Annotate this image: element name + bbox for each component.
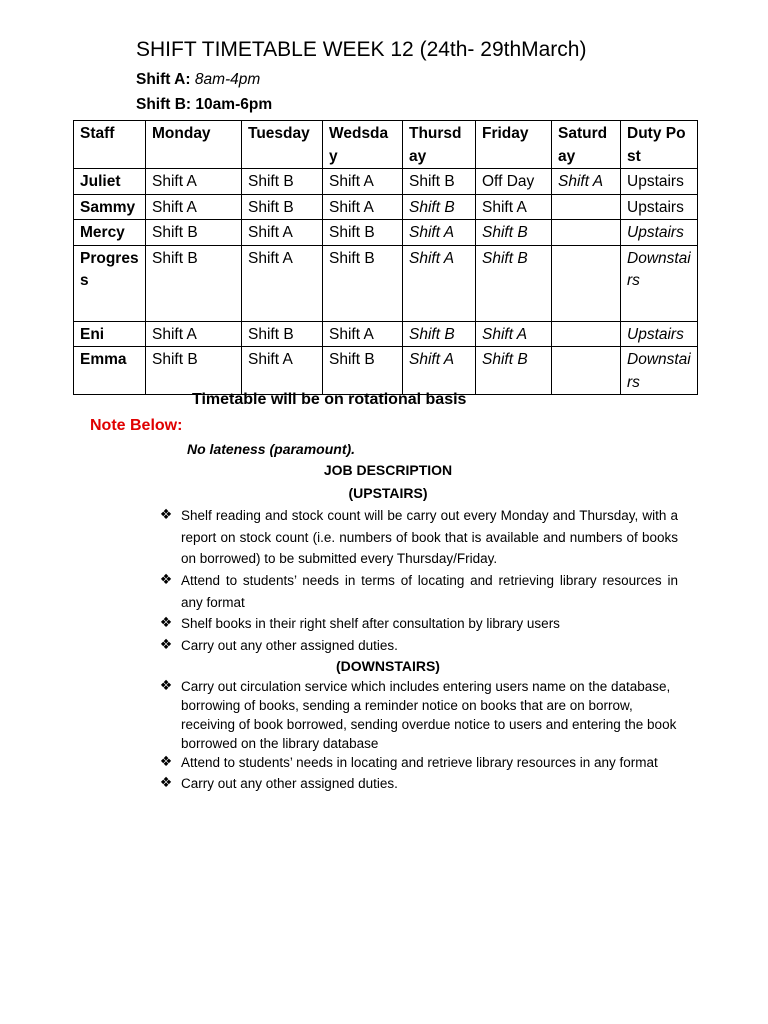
table-cell: Shift A bbox=[242, 220, 323, 246]
table-cell: Shift A bbox=[323, 169, 403, 195]
header-cell: Thursday bbox=[403, 121, 476, 169]
table-cell: Shift B bbox=[403, 194, 476, 220]
staff-cell: Eni bbox=[74, 321, 146, 347]
list-item: Shelf reading and stock count will be carry out every Monday and Thursday, with a report on stock count (i.e. numbers of book that is available and numbers of books on borrowed) to be submitted every Thursday/Friday. bbox=[181, 508, 678, 566]
table-cell: Shift B bbox=[242, 169, 323, 195]
table-cell: Shift B bbox=[323, 245, 403, 321]
table-row bbox=[74, 220, 698, 246]
table-cell: Shift A bbox=[146, 194, 242, 220]
shift-a-label: Shift A: bbox=[136, 71, 191, 88]
table-cell: Shift A bbox=[403, 245, 476, 321]
list-item: Shelf books in their right shelf after consultation by library users bbox=[181, 616, 560, 631]
bullet-diamond-icon: ❖ bbox=[159, 677, 173, 693]
header-cell: Wedsday bbox=[323, 121, 403, 169]
staff-cell: Sammy bbox=[74, 194, 146, 220]
table-cell: Upstairs bbox=[621, 220, 698, 246]
shift-b-time: 10am-6pm bbox=[195, 96, 273, 113]
table-cell: Shift A bbox=[476, 194, 552, 220]
list-item: Carry out any other assigned duties. bbox=[181, 776, 398, 791]
table-cell bbox=[552, 194, 621, 220]
bullet-diamond-icon: ❖ bbox=[159, 636, 173, 652]
table-cell: Shift B bbox=[146, 220, 242, 246]
table-cell: Shift B bbox=[476, 220, 552, 246]
shift-timetable bbox=[73, 120, 698, 395]
bullet-diamond-icon: ❖ bbox=[159, 506, 173, 522]
shift-b-label: Shift B: bbox=[136, 96, 192, 113]
table-cell: Shift A bbox=[146, 321, 242, 347]
header-cell: Staff bbox=[74, 121, 146, 169]
upstairs-heading: (UPSTAIRS) bbox=[348, 485, 428, 501]
table-cell: Upstairs bbox=[621, 194, 698, 220]
table-cell: Downstairs bbox=[621, 245, 698, 321]
table-cell bbox=[552, 220, 621, 246]
table-cell: Shift B bbox=[146, 347, 242, 395]
header-cell: Tuesday bbox=[242, 121, 323, 169]
table-cell: Shift A bbox=[323, 194, 403, 220]
bullet-diamond-icon: ❖ bbox=[159, 753, 173, 769]
table-cell: Shift B bbox=[476, 347, 552, 395]
shift-a-time: 8am-4pm bbox=[194, 71, 261, 88]
list-item: Carry out any other assigned duties. bbox=[181, 638, 398, 653]
table-cell: Shift A bbox=[476, 321, 552, 347]
header-cell: Friday bbox=[476, 121, 552, 169]
table-row bbox=[74, 194, 698, 220]
table-cell: Shift A bbox=[146, 169, 242, 195]
list-item: Attend to students’ needs in terms of locating and retrieving library resources in any format bbox=[181, 573, 678, 610]
staff-cell: Progress bbox=[74, 245, 146, 321]
table-cell: Shift B bbox=[323, 347, 403, 395]
table-row bbox=[74, 347, 698, 395]
table-row bbox=[74, 321, 698, 347]
table-cell: Shift B bbox=[323, 220, 403, 246]
table-cell: Shift B bbox=[403, 321, 476, 347]
note-heading: Note Below: bbox=[90, 417, 183, 434]
table-header-row bbox=[74, 121, 698, 169]
staff-cell: Juliet bbox=[74, 169, 146, 195]
table-cell: Off Day bbox=[476, 169, 552, 195]
table-cell: Shift A bbox=[552, 169, 621, 195]
bullet-diamond-icon: ❖ bbox=[159, 774, 173, 790]
table-cell: Shift B bbox=[242, 194, 323, 220]
table-row bbox=[74, 245, 698, 321]
table-cell: Upstairs bbox=[621, 321, 698, 347]
header-cell: Duty Post bbox=[621, 121, 698, 169]
table-cell: Shift A bbox=[242, 245, 323, 321]
table-cell: Shift A bbox=[242, 347, 323, 395]
table-cell: Shift A bbox=[403, 220, 476, 246]
table-cell: Shift A bbox=[323, 321, 403, 347]
table-cell bbox=[552, 245, 621, 321]
list-item: Attend to students’ needs in locating and retrieve library resources in any format bbox=[181, 755, 658, 770]
staff-cell: Emma bbox=[74, 347, 146, 395]
header-cell: Monday bbox=[146, 121, 242, 169]
rotation-note: Timetable will be on rotational basis bbox=[192, 391, 467, 408]
list-item: Carry out circulation service which includes entering users name on the database, borrowing of books, sending a reminder notice on books that are on borrow, receiving of book borrowed, sending overdue notice to users and entering the book borrowed on the library database bbox=[181, 679, 677, 751]
lateness-note: No lateness (paramount). bbox=[187, 441, 356, 457]
table-cell: Shift B bbox=[476, 245, 552, 321]
staff-cell: Mercy bbox=[74, 220, 146, 246]
table-cell: Upstairs bbox=[621, 169, 698, 195]
job-description-heading: JOB DESCRIPTION bbox=[323, 462, 453, 478]
table-cell: Shift B bbox=[403, 169, 476, 195]
page-title: SHIFT TIMETABLE WEEK 12 (24th- 29thMarch) bbox=[136, 38, 587, 61]
header-cell: Saturday bbox=[552, 121, 621, 169]
table-cell bbox=[552, 347, 621, 395]
shift-a-line bbox=[136, 71, 260, 89]
table-cell: Shift A bbox=[403, 347, 476, 395]
bullet-diamond-icon: ❖ bbox=[159, 571, 173, 587]
bullet-diamond-icon: ❖ bbox=[159, 614, 173, 630]
shift-b-line bbox=[136, 96, 272, 114]
table-cell: Shift B bbox=[242, 321, 323, 347]
table-cell: Downstairs bbox=[621, 347, 698, 395]
table-row bbox=[74, 169, 698, 195]
table-cell bbox=[552, 321, 621, 347]
downstairs-heading: (DOWNSTAIRS) bbox=[336, 658, 440, 674]
table-cell: Shift B bbox=[146, 245, 242, 321]
